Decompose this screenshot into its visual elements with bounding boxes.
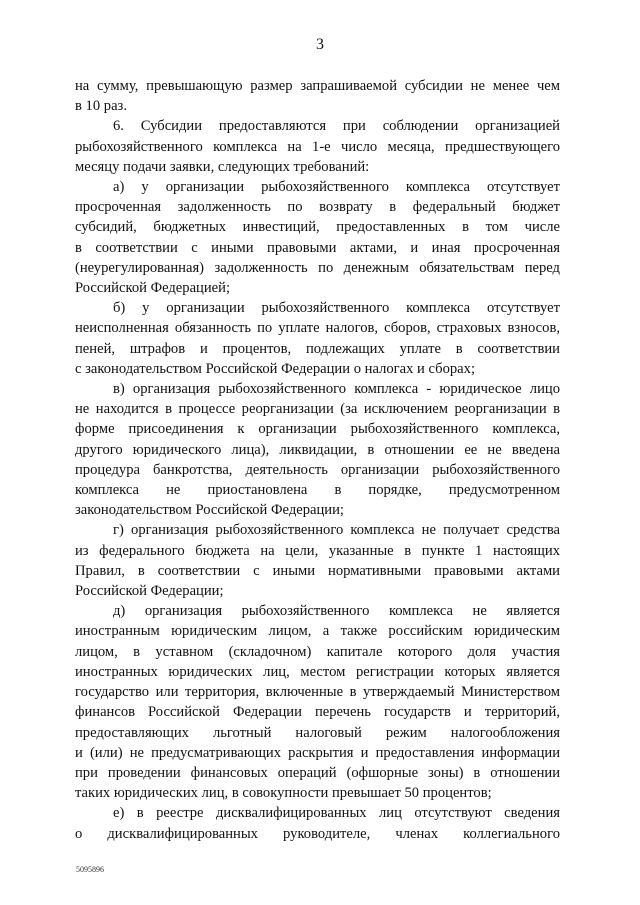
text-line: месяцу подачи заявки, следующих требований:: [75, 158, 370, 175]
text-line: другого юридического лица), ликвидации, в отношении ее не введена: [75, 441, 560, 458]
text-line: с законодательством Российской Федерации о налогах и сборах;: [75, 360, 476, 377]
paragraph: [75, 76, 560, 116]
text-line: просроченная задолженность по возврату в федеральный бюджет: [75, 199, 560, 216]
page-number: 3: [316, 36, 324, 53]
text-line: в 10 раз.: [75, 98, 127, 115]
text-line: (неурегулированная) задолженность по денежным обязательствам перед: [75, 259, 560, 276]
document-code: 5095896: [76, 865, 104, 874]
text-line: иностранных юридических лиц, местом регистрации которых является: [75, 663, 560, 680]
text-line: из федерального бюджета на цели, указанные в пункте 1 настоящих: [75, 542, 560, 559]
text-line: в соответствии с иными правовыми актами, и иная просроченная: [75, 239, 560, 256]
text-line: неисполненная обязанность по уплате налогов, сборов, страховых взносов,: [75, 320, 560, 337]
text-line: б) у организации рыбохозяйственного комплекса отсутствует: [113, 300, 560, 317]
text-line: при проведении финансовых операций (офшорные зоны) в отношении: [75, 764, 560, 781]
text-line: процедура банкротства, деятельность организации рыбохозяйственного: [75, 461, 560, 478]
document-body: [75, 76, 560, 844]
text-line: государство или территория, включенные в утверждаемый Министерством: [75, 684, 560, 701]
text-line: д) организация рыбохозяйственного комплекса не является: [113, 603, 560, 620]
paragraph: [75, 177, 560, 298]
text-line: иностранным юридическим лицом, а также российским юридическим: [75, 623, 560, 640]
text-line: в) организация рыбохозяйственного комплекса - юридическое лицо: [113, 381, 560, 398]
text-line: форме присоединения к организации рыбохозяйственного комплекса,: [75, 421, 560, 438]
text-line: о дисквалифицированных руководителе, членах коллегиального: [75, 825, 560, 842]
text-line: рыбохозяйственного комплекса на 1-е число месяца, предшествующего: [75, 138, 560, 155]
text-line: не находится в процессе реорганизации (за исключением реорганизации в: [75, 401, 560, 418]
text-line: 6. Субсидии предоставляются при соблюдении организацией: [113, 118, 560, 135]
text-line: Российской Федерацией;: [75, 280, 231, 297]
paragraph: [75, 601, 560, 803]
paragraph: [75, 298, 560, 379]
text-line: а) у организации рыбохозяйственного комплекса отсутствует: [113, 179, 560, 196]
text-line: е) в реестре дисквалифицированных лиц отсутствуют сведения: [113, 805, 560, 822]
text-line: Правил, в соответствии с иными нормативными правовыми актами: [75, 562, 560, 579]
text-line: Российской Федерации;: [75, 583, 224, 600]
text-line: законодательством Российской Федерации;: [75, 502, 344, 519]
text-line: предоставляющих льготный налоговый режим налогообложения: [75, 724, 560, 741]
text-line: субсидий, бюджетных инвестиций, предоставленных в том числе: [75, 219, 560, 236]
text-line: г) организация рыбохозяйственного комплекса не получает средства: [113, 522, 560, 539]
text-line: и (или) не предусматривающих раскрытия и предоставления информации: [75, 744, 560, 761]
text-line: пеней, штрафов и процентов, подлежащих уплате в соответствии: [75, 340, 560, 357]
text-line: лицом, в уставном (складочном) капитале которого доля участия: [75, 643, 560, 660]
text-line: на сумму, превышающую размер запрашиваемой субсидии не менее чем: [75, 78, 560, 94]
paragraph: [75, 379, 560, 520]
text-line: таких юридических лиц, в совокупности превышает 50 процентов;: [75, 785, 492, 802]
paragraph: [75, 803, 560, 843]
text-line: финансов Российской Федерации перечень государств и территорий,: [75, 704, 560, 721]
paragraph: [75, 520, 560, 601]
text-line: комплекса не приостановлена в порядке, предусмотренном: [75, 482, 560, 499]
paragraph: [75, 116, 560, 177]
